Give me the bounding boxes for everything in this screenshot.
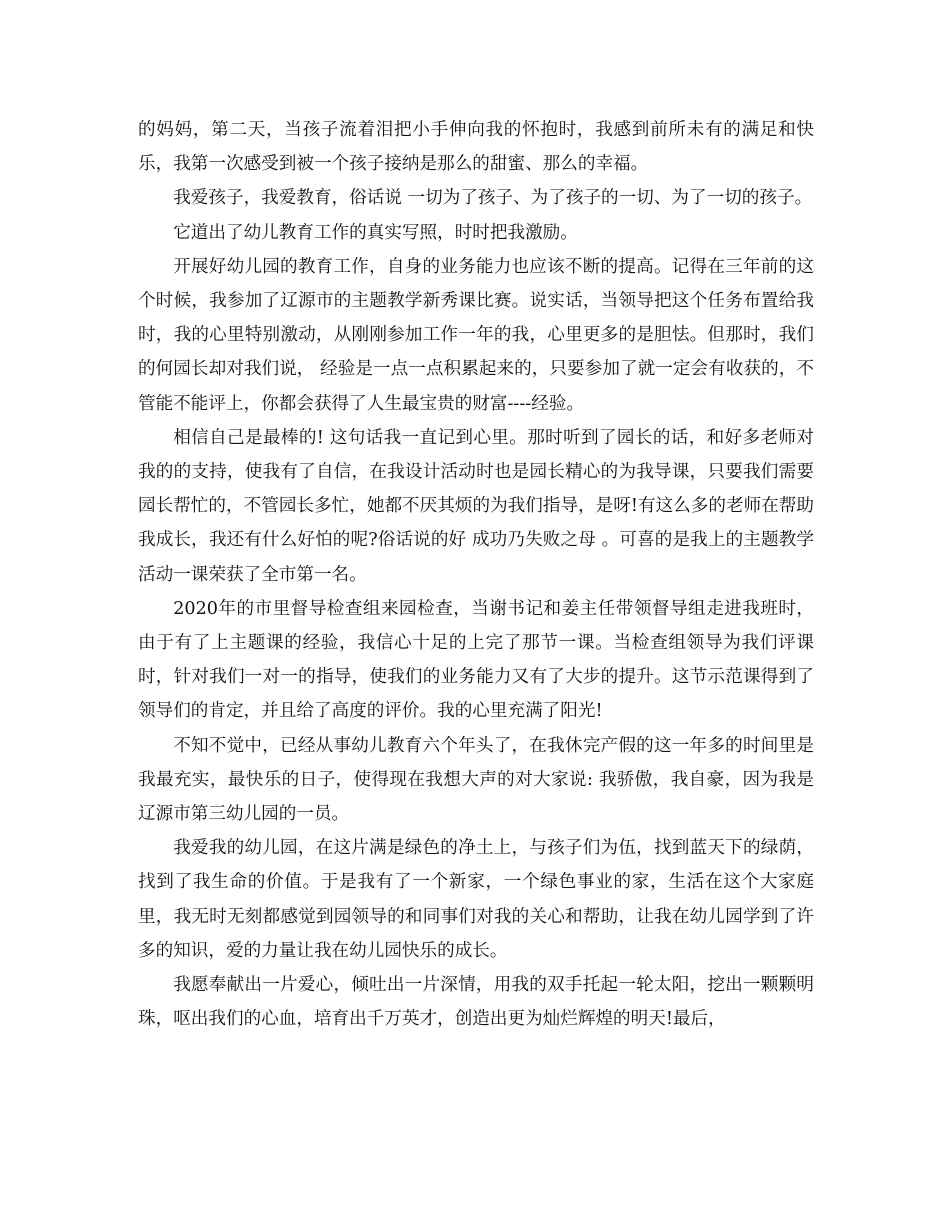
- paragraph-1: 的妈妈，第二天，当孩子流着泪把小手伸向我的怀抱时，我感到前所未有的满足和快乐，我第一次感受到被一个孩子接纳是那么的甜蜜、那么的幸福。: [138, 120, 814, 175]
- paragraph-4: 开展好幼儿园的教育工作，自身的业务能力也应该不断的提高。记得在三年前的这个时候，我参加了辽源市的主题教学新秀课比赛。说实话，当领导把这个任务布置给我时，我的心里特别激动，从刚刚参加工作一年的我，心里更多的是胆怯。但那时，我们的何园长却对我们说， 经验是一点一点积累起来的，只要参加了就一定会有收获的，不管能不能评上，你都会获得了人生最宝贵的财富----经验。: [138, 256, 814, 414]
- paragraph-8: 我爱我的幼儿园，在这片满是绿色的净土上，与孩子们为伍，找到蓝天下的绿荫，找到了我生命的价值。于是我有了一个新家，一个绿色事业的家，生活在这个大家庭里，我无时无刻都感觉到园领导的和同事们对我的关心和帮助，让我在幼儿园学到了许多的知识，爱的力量让我在幼儿园快乐的成长。: [138, 838, 814, 961]
- paragraph-6: 2020年的市里督导检查组来园检查，当谢书记和姜主任带领督导组走进我班时，由于有了上主题课的经验，我信心十足的上完了那节一课。当检查组领导为我们评课时，针对我们一对一的指导，使我们的业务能力又有了大步的提升。这节示范课得到了领导们的肯定，并且给了高度的评价。我的心里充满了阳光!: [138, 598, 814, 722]
- paragraph-7: 不知不觉中，已经从事幼儿教育六个年头了，在我休完产假的这一年多的时间里是我最充实，最快乐的日子，使得现在我想大声的对大家说: 我骄傲，我自豪，因为我是辽源市第三幼儿园的一员。: [138, 735, 814, 825]
- document-body: [138, 113, 814, 1036]
- paragraph-3: 它道出了幼儿教育工作的真实写照，时时把我激励。: [173, 222, 578, 243]
- paragraph-2: 我爱孩子，我爱教育，俗话说 一切为了孩子、为了孩子的一切、为了一切的孩子。: [173, 188, 813, 209]
- paragraph-5: 相信自己是最棒的! 这句话我一直记到心里。那时听到了园长的话，和好多老师对我的的支持，使我有了自信，在我设计活动时也是园长精心的为我导课，只要我们需要园长帮忙的，不管园长多忙，她都不厌其烦的为我们指导，是呀!有这么多的老师在帮助我成长，我还有什么好怕的呢?俗话说的好 成功乃失败之母 。可喜的是我上的主题教学活动一课荣获了全市第一名。: [138, 427, 814, 585]
- paragraph-9: 我愿奉献出一片爱心，倾吐出一片深情，用我的双手托起一轮太阳，挖出一颗颗明珠，呕出我们的心血，培育出千万英才，创造出更为灿烂辉煌的明天!最后，: [138, 975, 814, 1030]
